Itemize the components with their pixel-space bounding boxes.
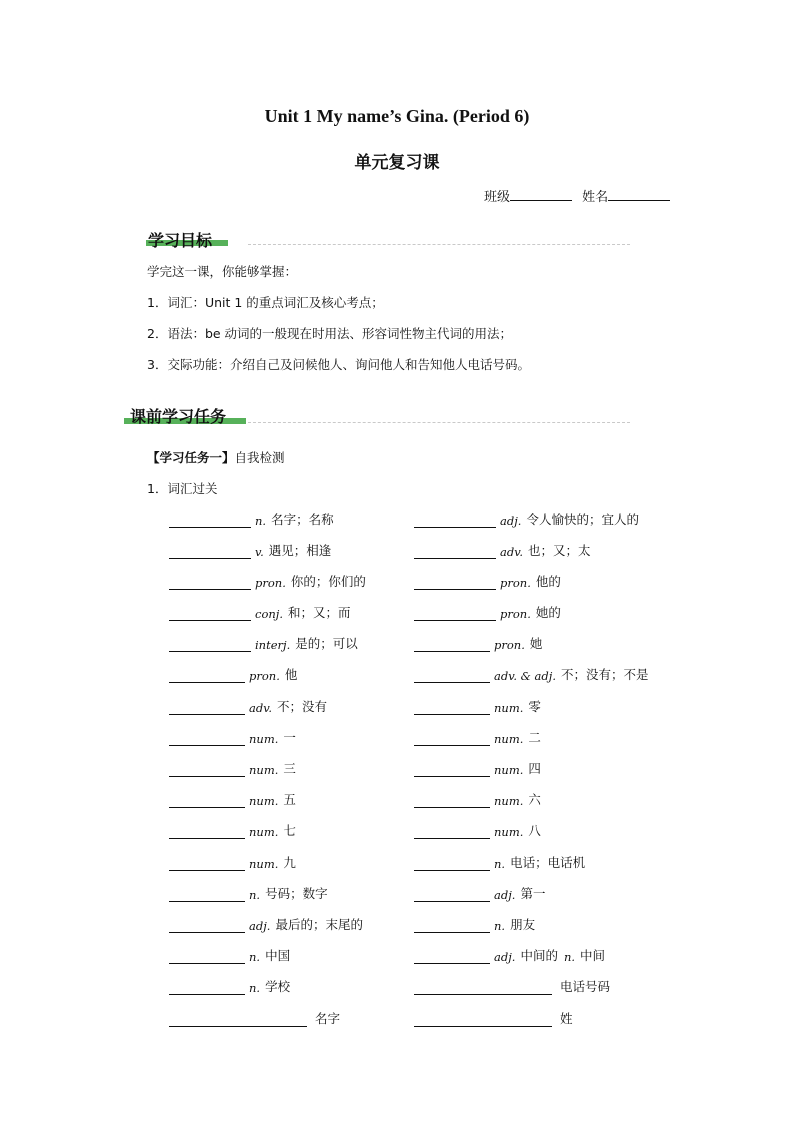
answer-blank[interactable] [169,606,251,621]
answer-blank[interactable] [169,731,245,746]
meaning: 最后的；末尾的 [275,917,363,932]
answer-blank[interactable] [414,856,490,871]
meaning: 他 [284,667,298,682]
meaning: 他的 [535,574,561,589]
vocab-item [414,665,649,683]
answer-blank[interactable] [169,793,245,808]
part-of-speech: pron. [494,638,525,652]
pretask-heading: 课前学习任务 [130,407,227,426]
part-of-speech: n. [255,514,267,528]
meaning: 电话号码 [560,979,611,994]
part-of-speech: pron. [249,669,280,683]
vocab-item [414,510,639,528]
part-of-speech: adv. [500,545,524,559]
vocab-item [169,697,327,715]
part-of-speech: v. [255,545,264,559]
vocab-item [169,510,334,528]
answer-blank[interactable] [169,887,245,902]
meaning: 八 [528,823,541,838]
vocab-item [169,728,296,746]
vocab-item [169,1009,340,1027]
meaning: 你的；你们的 [290,574,366,589]
meaning: 不；没有 [277,699,328,714]
meaning: 她的 [535,605,561,620]
answer-blank[interactable] [169,544,251,559]
answer-blank[interactable] [414,731,490,746]
vocab-item [414,915,535,933]
vocab-item [414,946,605,964]
meaning: 九 [283,855,296,870]
part-of-speech: adj. [494,950,516,964]
vocab-item [414,977,610,995]
part-of-speech: adj. [249,919,271,933]
answer-blank[interactable] [169,1012,307,1027]
part-of-speech: num. [494,825,524,839]
meaning: 四 [528,761,541,776]
answer-blank[interactable] [414,887,490,902]
answer-blank[interactable] [414,637,490,652]
answer-blank[interactable] [414,700,490,715]
vocab-item [169,946,290,964]
meaning: 三 [283,761,296,776]
part-of-speech: num. [249,794,279,808]
class-blank[interactable] [510,188,572,201]
answer-blank[interactable] [414,668,490,683]
task-name: 自我检测 [234,450,285,465]
meaning: 一 [283,730,296,745]
goal-item-1: 1．词汇：Unit 1 的重点词汇及核心考点； [147,295,384,310]
part-of-speech: n. [494,857,506,871]
part-of-speech: n. [249,888,261,902]
meaning: 令人愉快的；宜人的 [526,512,639,527]
vocab-item [414,634,542,652]
answer-blank[interactable] [169,700,245,715]
goals-intro: 学完这一课，你能够掌握： [147,264,298,279]
vocab-item [414,603,561,621]
vocab-item [414,821,541,839]
goal-item-3: 3．交际功能：介绍自己及问候他人、询问他人和告知他人电话号码。 [147,357,530,372]
vocab-item [169,665,297,683]
answer-blank[interactable] [414,513,496,528]
part-of-speech: num. [494,701,524,715]
part-of-speech: pron. [500,607,531,621]
answer-blank[interactable] [414,575,496,590]
vocab-item [169,541,331,559]
class-name-fields [484,186,676,205]
meaning: 第一 [520,886,546,901]
meaning: 中国 [265,948,291,963]
answer-blank[interactable] [169,575,251,590]
vocab-item [169,759,296,777]
answer-blank[interactable] [169,949,245,964]
meaning: 姓 [560,1011,573,1026]
part-of-speech: n. [563,950,576,964]
meaning: 名字 [315,1011,341,1026]
meaning: 是的；可以 [295,636,358,651]
part-of-speech: num. [494,763,524,777]
page-subtitle: 单元复习课 [354,153,440,173]
part-of-speech: num. [249,763,279,777]
answer-blank[interactable] [169,513,251,528]
vocab-item [169,821,296,839]
part-of-speech: n. [249,950,261,964]
part-of-speech: num. [494,794,524,808]
meaning: 电话；电话机 [510,855,586,870]
part-of-speech: interj. [255,638,291,652]
part-of-speech: adv. [249,701,273,715]
vocab-item [169,977,290,995]
part-of-speech: adj. [494,888,516,902]
meaning: 不；没有；不是 [561,667,649,682]
goals-divider [248,244,630,245]
vocab-item [169,884,328,902]
goals-heading: 学习目标 [148,231,213,250]
meaning: 也；又；太 [528,543,591,558]
meaning: 中间 [580,948,606,963]
part-of-speech: num. [494,732,524,746]
goal-item-2: 2．语法：be 动词的一般现在时用法、形容词性物主代词的用法； [147,326,513,341]
meaning: 六 [528,792,541,807]
meaning: 和；又；而 [288,605,351,620]
answer-blank[interactable] [169,824,245,839]
answer-blank[interactable] [414,762,490,777]
answer-blank[interactable] [414,949,490,964]
part-of-speech: num. [249,857,279,871]
vocab-item [414,697,541,715]
answer-blank[interactable] [414,918,490,933]
meaning: 遇见；相逢 [268,543,332,558]
answer-blank[interactable] [169,980,245,995]
name-blank[interactable] [608,188,670,201]
vocab-item [414,759,541,777]
part-of-speech: pron. [255,576,286,590]
task-one-title [147,448,285,466]
answer-blank[interactable] [169,856,245,871]
vocab-item [414,790,541,808]
vocab-item [414,728,541,746]
meaning: 名字；名称 [271,512,334,527]
vocab-item [169,790,296,808]
meaning: 二 [528,730,541,745]
part-of-speech: num. [249,732,279,746]
name-label: 姓名 [582,190,609,205]
meaning: 五 [283,792,296,807]
meaning: 中间的 [520,948,558,963]
vocab-item [169,915,363,933]
vocab-item [414,541,591,559]
answer-blank[interactable] [414,606,496,621]
answer-blank[interactable] [169,918,245,933]
pretask-divider [248,422,630,423]
vocab-item [414,853,585,871]
vocab-item [414,884,545,902]
part-of-speech: n. [249,981,261,995]
part-of-speech: n. [494,919,506,933]
answer-blank[interactable] [414,824,490,839]
vocab-subheading: 1．词汇过关 [147,481,218,496]
vocab-item [414,1009,573,1027]
meaning: 学校 [265,979,291,994]
vocab-item [414,572,561,590]
meaning: 她 [529,636,543,651]
vocab-item [169,572,366,590]
meaning: 号码；数字 [265,886,328,901]
vocab-item [169,634,358,652]
class-label: 班级 [484,190,511,205]
answer-blank[interactable] [414,793,490,808]
part-of-speech: adj. [500,514,522,528]
task-bracket: 【学习任务一】 [147,450,235,465]
vocab-item [169,603,351,621]
answer-blank[interactable] [414,980,552,995]
part-of-speech: adv. & adj. [494,669,556,683]
meaning: 朋友 [510,917,536,932]
meaning: 七 [283,823,296,838]
answer-blank[interactable] [169,668,245,683]
meaning: 零 [528,699,541,714]
answer-blank[interactable] [414,544,496,559]
vocab-item [169,853,296,871]
part-of-speech: conj. [255,607,283,621]
part-of-speech: num. [249,825,279,839]
page-title: Unit 1 My name’s Gina. (Period 6) [264,106,530,126]
answer-blank[interactable] [169,637,251,652]
answer-blank[interactable] [169,762,245,777]
answer-blank[interactable] [414,1012,552,1027]
part-of-speech: pron. [500,576,531,590]
